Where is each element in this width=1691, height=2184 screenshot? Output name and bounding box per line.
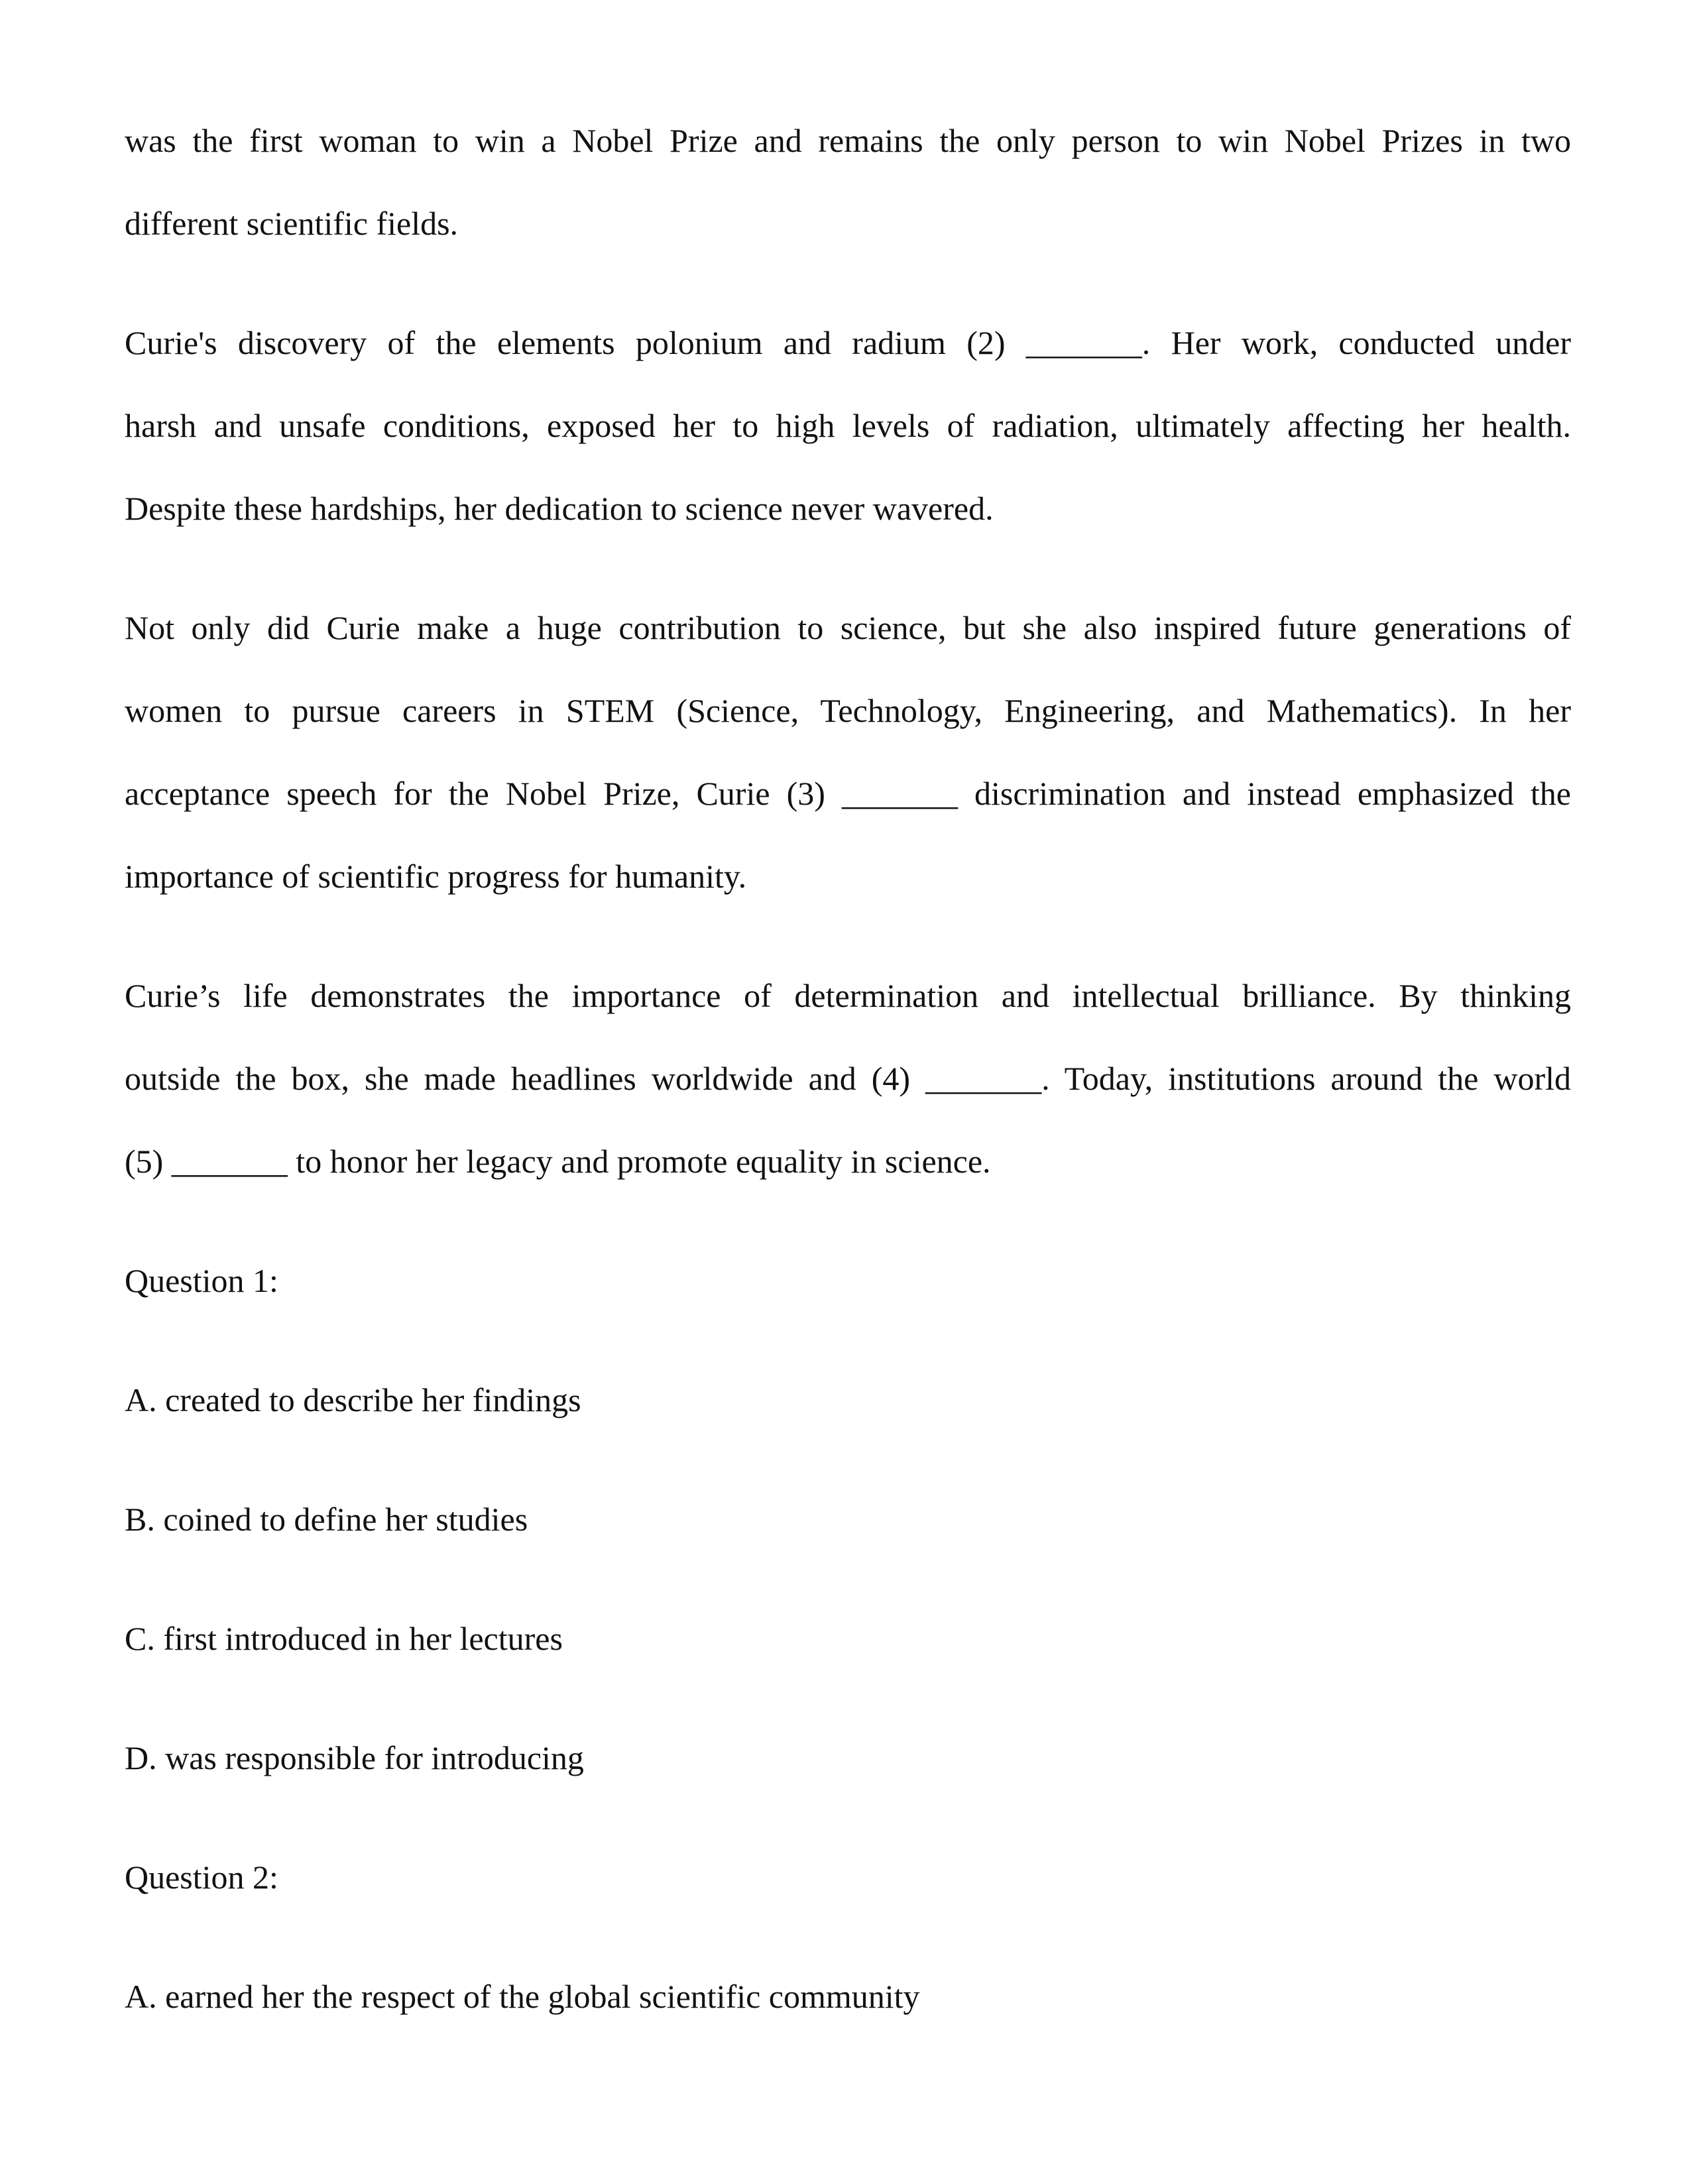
answer-option-c: C. first introduced in her lectures <box>125 1620 563 1657</box>
text-line: Curie's discovery of the elements polonium and radium (2) _______. Her work, conducted under <box>125 324 1571 361</box>
text-line: Despite these hardships, her dedication to science never wavered. <box>125 490 994 527</box>
text-line: was the first woman to win a Nobel Prize and remains the only person to win Nobel Prizes in two <box>125 122 1571 159</box>
answer-option-d: D. was responsible for introducing <box>125 1739 584 1776</box>
text-line: Not only did Curie make a huge contribution to science, but she also inspired future generations of <box>125 609 1571 646</box>
text-line: Curie’s life demonstrates the importance of determination and intellectual brilliance. By thinking <box>125 977 1571 1014</box>
answer-option-a: A. created to describe her findings <box>125 1381 581 1418</box>
question-label: Question 1: <box>125 1262 278 1299</box>
passage-paragraph-4 <box>125 954 1571 1203</box>
text-line: outside the box, she made headlines worldwide and (4) _______. Today, institutions around the world <box>125 1060 1571 1097</box>
passage-paragraph-1 <box>125 99 1571 265</box>
text-line: different scientific fields. <box>125 205 459 242</box>
question-2 <box>125 1836 1571 2038</box>
text-line: women to pursue careers in STEM (Science, Technology, Engineering, and Mathematics). In her <box>125 692 1571 729</box>
answer-option-a: A. earned her the respect of the global scientific community <box>125 1978 920 2015</box>
passage-paragraph-2 <box>125 302 1571 550</box>
question-1 <box>125 1239 1571 1800</box>
passage-paragraph-3 <box>125 587 1571 918</box>
question-label: Question 2: <box>125 1859 278 1896</box>
answer-option-b: B. coined to define her studies <box>125 1501 528 1538</box>
text-line: (5) _______ to honor her legacy and promote equality in science. <box>125 1143 991 1180</box>
text-line: harsh and unsafe conditions, exposed her to high levels of radiation, ultimately affecting her health. <box>125 407 1571 444</box>
text-line: acceptance speech for the Nobel Prize, Curie (3) _______ discrimination and instead emphasized the <box>125 775 1571 812</box>
text-line: importance of scientific progress for humanity. <box>125 858 747 895</box>
document-page <box>125 99 1571 2075</box>
